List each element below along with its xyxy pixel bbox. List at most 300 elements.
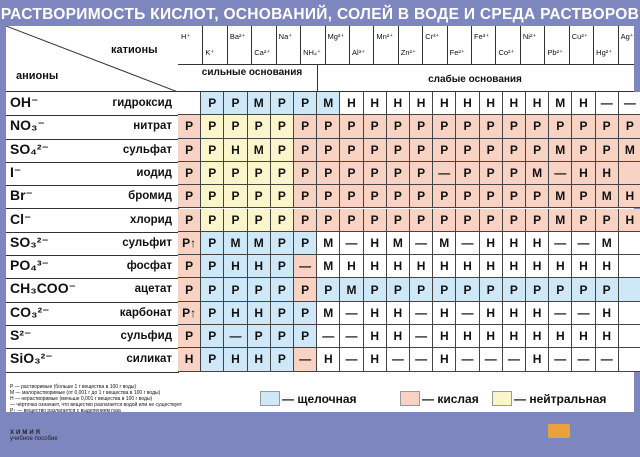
solubility-cell: Р [596, 209, 619, 232]
solubility-cell: Н [433, 302, 456, 325]
solubility-cell: — [340, 325, 363, 348]
solubility-cell: М [596, 185, 619, 208]
solubility-cell: Н [503, 255, 526, 278]
solubility-cell: Р [410, 139, 433, 162]
anion-name: ацетат [134, 283, 172, 296]
solubility-cell: — [340, 302, 363, 325]
cation-header-cell [325, 26, 350, 64]
solubility-cell: М [248, 232, 271, 255]
footer-subject [10, 430, 58, 442]
solubility-cell: Р [456, 209, 479, 232]
solubility-cell: Н [549, 255, 572, 278]
solubility-cell [619, 348, 640, 371]
solubility-cell: Н [387, 255, 410, 278]
cation-header-cell [227, 26, 252, 64]
solubility-cell: Р [178, 209, 201, 232]
solubility-cell: Р [294, 302, 317, 325]
solubility-cell: Р [271, 302, 294, 325]
cation-header-cell [251, 26, 276, 64]
solubility-cell: Н [340, 92, 363, 115]
solubility-cell: Н [317, 348, 340, 371]
solubility-cell: Р [178, 325, 201, 348]
solubility-cell: Р [503, 162, 526, 185]
solubility-cell: Р [224, 92, 247, 115]
page-title: РАСТВОРИМОСТЬ КИСЛОТ, ОСНОВАНИЙ, СОЛЕЙ В ВОДЕ И СРЕДА РАСТВОРОВ [0, 6, 640, 23]
legend-dash: — чёрточка означает, что вещество разлагается водой или не существует [10, 402, 183, 408]
cation-header-cell [422, 26, 447, 64]
anion-name: карбонат [119, 306, 172, 319]
solubility-cell: Н [596, 325, 619, 348]
solubility-cell: Н [572, 162, 595, 185]
anion-name: иодид [136, 166, 172, 179]
neutral-swatch [492, 391, 512, 406]
solubility-cell: М [549, 92, 572, 115]
solubility-cell: Р [224, 278, 247, 301]
solubility-cell: Р [201, 185, 224, 208]
solubility-cell: Р [201, 139, 224, 162]
cation-header-cell [178, 26, 203, 64]
solubility-cell: Р [387, 162, 410, 185]
solubility-cell: Н [619, 209, 640, 232]
solubility-cell: М [433, 232, 456, 255]
cation-symbol: Cu²⁺ [571, 32, 588, 41]
solubility-cell: Р [410, 209, 433, 232]
solubility-cell: Р [248, 209, 271, 232]
solubility-cell: Н [433, 348, 456, 371]
cation-header-cell [373, 26, 398, 64]
solubility-cell: Н [480, 325, 503, 348]
cation-symbol: Al³⁺ [351, 48, 366, 57]
alkaline-label: — щелочная [282, 392, 357, 406]
solubility-cell: Р [387, 185, 410, 208]
cation-header-cell [276, 26, 301, 64]
solubility-cell: Р [572, 278, 595, 301]
cation-symbol: Pb²⁺ [547, 48, 563, 57]
solubility-cell: Р [340, 162, 363, 185]
solubility-cell: Р [596, 115, 619, 138]
solubility-cell: Р [317, 209, 340, 232]
solubility-cell: Н [480, 232, 503, 255]
solubility-cell: Р [526, 209, 549, 232]
solubility-cell: Н [596, 162, 619, 185]
solubility-cell: Р [572, 185, 595, 208]
solubility-cell: М [619, 139, 640, 162]
anion-name: сульфит [122, 236, 172, 249]
anion-formula: I⁻ [10, 163, 22, 180]
cation-symbol: Co²⁺ [498, 48, 515, 57]
solubility-cell: Р [526, 115, 549, 138]
cation-symbol: Na⁺ [278, 32, 293, 41]
solubility-cell: — [549, 348, 572, 371]
solubility-cell: Р [364, 162, 387, 185]
solubility-cell: Н [526, 92, 549, 115]
solubility-cell: Р [178, 139, 201, 162]
solubility-cell: М [317, 92, 340, 115]
anion-name: силикат [126, 353, 172, 366]
cation-header-cell [471, 26, 496, 64]
solubility-cell: Р [271, 162, 294, 185]
solubility-cell: Р [480, 139, 503, 162]
solubility-cell: Н [549, 325, 572, 348]
anion-label-cell [6, 255, 179, 279]
solubility-cell: М [549, 209, 572, 232]
solubility-cell: Р [503, 115, 526, 138]
solubility-cell: Н [526, 325, 549, 348]
solubility-cell: Н [596, 255, 619, 278]
solubility-cell: Н [433, 255, 456, 278]
anion-formula: OH⁻ [10, 94, 39, 110]
solubility-cell: — [549, 232, 572, 255]
solubility-cell: Р [317, 162, 340, 185]
solubility-cell: — [433, 162, 456, 185]
solubility-cell: Р [456, 278, 479, 301]
solubility-cell: Р [294, 185, 317, 208]
solubility-cell [619, 302, 640, 325]
solubility-cell: Р [248, 162, 271, 185]
solubility-cell: Н [456, 255, 479, 278]
solubility-cell: Р [317, 115, 340, 138]
cation-symbol: Ca²⁺ [254, 48, 271, 57]
solubility-cell: М [248, 139, 271, 162]
solubility-cell: Р [201, 209, 224, 232]
cation-symbol: Mn²⁺ [376, 32, 394, 41]
solubility-cell: Р [294, 162, 317, 185]
solubility-cell: Н [503, 325, 526, 348]
solubility-cell: Р [248, 185, 271, 208]
solubility-cell: Н [503, 232, 526, 255]
solubility-cell: М [387, 232, 410, 255]
solubility-cell: — [572, 232, 595, 255]
footer-subtitle-text: учебное пособие [10, 436, 58, 442]
neutral-label: — нейтральная [514, 392, 607, 406]
solubility-cell: — [224, 325, 247, 348]
solubility-cell: — [387, 348, 410, 371]
solubility-cell: Н [224, 255, 247, 278]
solubility-cell: Р [271, 325, 294, 348]
solubility-cell: Р [294, 92, 317, 115]
acidic-label: — кислая [422, 392, 479, 406]
solubility-cell [619, 325, 640, 348]
legend-m: М — малорастворимые (от 0,001 г до 1 г вещества в 100 г воды) [10, 390, 161, 396]
anion-name: сульфид [120, 330, 172, 342]
solubility-cell: Н [387, 325, 410, 348]
solubility-cell: Р [410, 162, 433, 185]
anions-label: анионы [16, 70, 59, 82]
solubility-cell: Р [224, 209, 247, 232]
solubility-cell: М [526, 162, 549, 185]
solubility-cell: Р [572, 115, 595, 138]
cation-symbol: Fe³⁺ [474, 32, 490, 41]
solubility-cell: М [549, 139, 572, 162]
solubility-cell: Р [433, 278, 456, 301]
solubility-cell: Р [340, 185, 363, 208]
solubility-cell: Н [526, 232, 549, 255]
cation-symbol: Ag⁺ [620, 32, 634, 41]
solubility-cell: Р [387, 278, 410, 301]
solubility-cell: — [572, 302, 595, 325]
solubility-cell: Р [387, 209, 410, 232]
solubility-cell: Р [526, 278, 549, 301]
solubility-cell: — [549, 162, 572, 185]
solubility-cell [178, 92, 201, 115]
anion-formula: CO₃²⁻ [10, 303, 50, 320]
solubility-cell: Р [294, 325, 317, 348]
solubility-cell: Р [294, 139, 317, 162]
anion-formula: CH₃COO⁻ [10, 280, 76, 297]
solubility-cell: Р [248, 325, 271, 348]
anion-label-cell [6, 209, 179, 233]
solubility-cell: Р [387, 115, 410, 138]
solubility-cell: Н [503, 302, 526, 325]
solubility-cell: Р [433, 115, 456, 138]
solubility-cell: Р [503, 278, 526, 301]
anion-name: сульфат [122, 143, 172, 156]
solubility-cell [619, 278, 640, 301]
cation-header-cell [398, 26, 423, 64]
solubility-cell: Р↑ [178, 232, 201, 255]
solubility-cell: Р [503, 209, 526, 232]
solubility-cell: Р [619, 115, 640, 138]
solubility-cell: Р [271, 185, 294, 208]
solubility-cell: Н [456, 92, 479, 115]
solubility-cell: Р [178, 278, 201, 301]
anion-label-cell [6, 185, 179, 209]
solubility-cell: Н [572, 325, 595, 348]
anion-label-cell [6, 92, 179, 116]
solubility-cell: Н [387, 92, 410, 115]
solubility-cell: Н [526, 255, 549, 278]
cation-symbol: Fe²⁺ [449, 48, 465, 57]
solubility-cell: Р [294, 209, 317, 232]
solubility-cell: Р [271, 115, 294, 138]
solubility-cell: Р [433, 139, 456, 162]
solubility-cell: — [549, 302, 572, 325]
solubility-cell: Н [364, 255, 387, 278]
solubility-cell: Н [480, 302, 503, 325]
solubility-cell: М [317, 302, 340, 325]
solubility-cell: — [294, 348, 317, 371]
solubility-cell: Р [410, 185, 433, 208]
cation-symbol: Ba²⁺ [229, 32, 246, 41]
solubility-cell: Р [294, 278, 317, 301]
solubility-cell: — [572, 348, 595, 371]
solubility-cell: Р↑ [178, 302, 201, 325]
solubility-cell [619, 255, 640, 278]
solubility-cell: Р [596, 278, 619, 301]
cation-header-cell [447, 26, 472, 64]
anion-label-cell [6, 325, 179, 349]
solubility-cell: — [317, 325, 340, 348]
solubility-cell: Р [317, 278, 340, 301]
footer [0, 420, 640, 457]
cation-symbol: Cr³⁺ [425, 32, 440, 41]
solubility-cell: Р [480, 162, 503, 185]
solubility-cell: — [456, 302, 479, 325]
solubility-cell: — [480, 348, 503, 371]
solubility-cell: Р [364, 209, 387, 232]
solubility-cell: Р [364, 185, 387, 208]
anion-label-cell [6, 115, 179, 139]
solubility-cell: Р [317, 185, 340, 208]
solubility-cell: Р [178, 162, 201, 185]
solubility-cell: Н [480, 255, 503, 278]
solubility-cell: Р [271, 232, 294, 255]
cation-header-cell [300, 26, 325, 64]
solubility-cell: Н [364, 92, 387, 115]
footer-subject-text: ХИМИЯ [10, 430, 42, 436]
anion-formula: SO₄²⁻ [10, 140, 49, 157]
cation-header-cell [520, 26, 545, 64]
solubility-cell: — [410, 348, 433, 371]
cation-header-cell [544, 26, 569, 64]
cation-header-cell [569, 26, 594, 64]
solubility-cell: Н [224, 302, 247, 325]
solubility-cell: Р [364, 278, 387, 301]
cation-header-cell [593, 26, 618, 64]
solubility-cell: Н [248, 302, 271, 325]
solubility-cell: Р [480, 278, 503, 301]
strong-bases-label: сильные основания [201, 67, 303, 78]
solubility-cell: Н [410, 255, 433, 278]
cation-header-cell [349, 26, 374, 64]
solubility-table [6, 26, 634, 406]
cation-symbol: Zn²⁺ [400, 48, 416, 57]
solubility-cell: Н [433, 92, 456, 115]
solubility-cell: Р [271, 209, 294, 232]
solubility-cell: Р [201, 302, 224, 325]
solubility-cell: Н [503, 92, 526, 115]
solubility-cell: Р [178, 255, 201, 278]
solubility-cell: Н [480, 92, 503, 115]
solubility-cell: М [248, 92, 271, 115]
solubility-cell: Р [178, 185, 201, 208]
solubility-cell: Р [410, 278, 433, 301]
anion-name: хлорид [130, 213, 172, 226]
header-diagonal [6, 26, 178, 92]
solubility-cell: Р [480, 209, 503, 232]
solubility-cell: М [317, 232, 340, 255]
anion-formula: Br⁻ [10, 187, 33, 204]
solubility-cell: Н [410, 92, 433, 115]
solubility-cell: Р [271, 92, 294, 115]
anion-label-cell [6, 278, 179, 302]
solubility-cell: Н [364, 302, 387, 325]
solubility-cell: Р [294, 115, 317, 138]
solubility-cell: — [340, 348, 363, 371]
solubility-cell: — [456, 348, 479, 371]
weak-bases-label: слабые основания [428, 74, 522, 85]
solubility-cell: Н [178, 348, 201, 371]
solubility-cell: Н [433, 325, 456, 348]
solubility-cell: Р [201, 115, 224, 138]
solubility-cell: — [410, 232, 433, 255]
acidic-swatch [400, 391, 420, 406]
solubility-cell: Р [201, 232, 224, 255]
solubility-cell: Н [364, 325, 387, 348]
solubility-cell: М [549, 185, 572, 208]
solubility-cell: Н [526, 302, 549, 325]
solubility-cell: М [224, 232, 247, 255]
solubility-cell: Н [248, 348, 271, 371]
solubility-cell: Н [224, 348, 247, 371]
solubility-cell: Р [201, 278, 224, 301]
solubility-cell: Р [503, 139, 526, 162]
solubility-cell: Р [340, 139, 363, 162]
solubility-cell: Р [364, 139, 387, 162]
anion-formula: PO₄³⁻ [10, 257, 49, 274]
cations-label: катионы [111, 44, 158, 56]
solubility-cell: Н [526, 348, 549, 371]
solubility-cell [619, 162, 640, 185]
table-header [6, 26, 634, 92]
solubility-cell: Н [596, 302, 619, 325]
anion-formula: Cl⁻ [10, 210, 32, 227]
solubility-cell: Р [503, 185, 526, 208]
solubility-cell: Р [201, 92, 224, 115]
solubility-cell [619, 232, 640, 255]
solubility-cell: Р [201, 325, 224, 348]
solubility-cell: — [596, 92, 619, 115]
cation-header-cell [202, 26, 227, 64]
solubility-cell: Р [410, 115, 433, 138]
solubility-cell: Р [224, 162, 247, 185]
anion-formula: SiO₃²⁻ [10, 350, 53, 367]
solubility-cell: Р [480, 115, 503, 138]
solubility-cell: М [317, 255, 340, 278]
solubility-cell: Р [248, 278, 271, 301]
solubility-cell: Р [340, 209, 363, 232]
publisher-logo [548, 424, 570, 438]
solubility-cell: Р [224, 185, 247, 208]
solubility-cell: Р [271, 278, 294, 301]
cation-symbol: Hg²⁺ [596, 48, 613, 57]
cation-header-cell [495, 26, 520, 64]
solubility-cell: Р [364, 115, 387, 138]
anion-label-cell [6, 348, 179, 372]
solubility-cell: — [619, 92, 640, 115]
solubility-cell: Н [572, 255, 595, 278]
anion-label-cell [6, 162, 179, 186]
cation-symbol: Ni²⁺ [522, 32, 537, 41]
solubility-cell: Р [549, 115, 572, 138]
solubility-cell: Р [456, 162, 479, 185]
solubility-cell: Н [456, 325, 479, 348]
legend-arrow: Р↑ — вещество разлагается с выделением газа [10, 408, 121, 414]
solubility-cell: Р [433, 209, 456, 232]
anion-name: гидроксид [112, 97, 172, 109]
cation-header-cell [618, 26, 640, 64]
solubility-cell: Р [340, 115, 363, 138]
anion-formula: SO₃²⁻ [10, 233, 49, 250]
solubility-cell: — [294, 255, 317, 278]
solubility-cell: Р [271, 348, 294, 371]
solubility-cell: Р [456, 115, 479, 138]
anion-formula: S²⁻ [10, 327, 32, 343]
solubility-cell: Р [456, 139, 479, 162]
solubility-cell: Н [572, 92, 595, 115]
solubility-cell: — [410, 302, 433, 325]
solubility-cell: Р [596, 139, 619, 162]
solubility-cell: Р [387, 139, 410, 162]
solubility-cell: Р [526, 139, 549, 162]
anion-name: нитрат [133, 120, 172, 133]
anion-formula: NO₃⁻ [10, 117, 45, 134]
cation-symbol: Mg²⁺ [327, 32, 345, 41]
solubility-cell: Н [364, 348, 387, 371]
solubility-cell: — [410, 325, 433, 348]
solubility-cell: Р [456, 185, 479, 208]
cation-symbol: NH₄⁺ [303, 48, 321, 57]
